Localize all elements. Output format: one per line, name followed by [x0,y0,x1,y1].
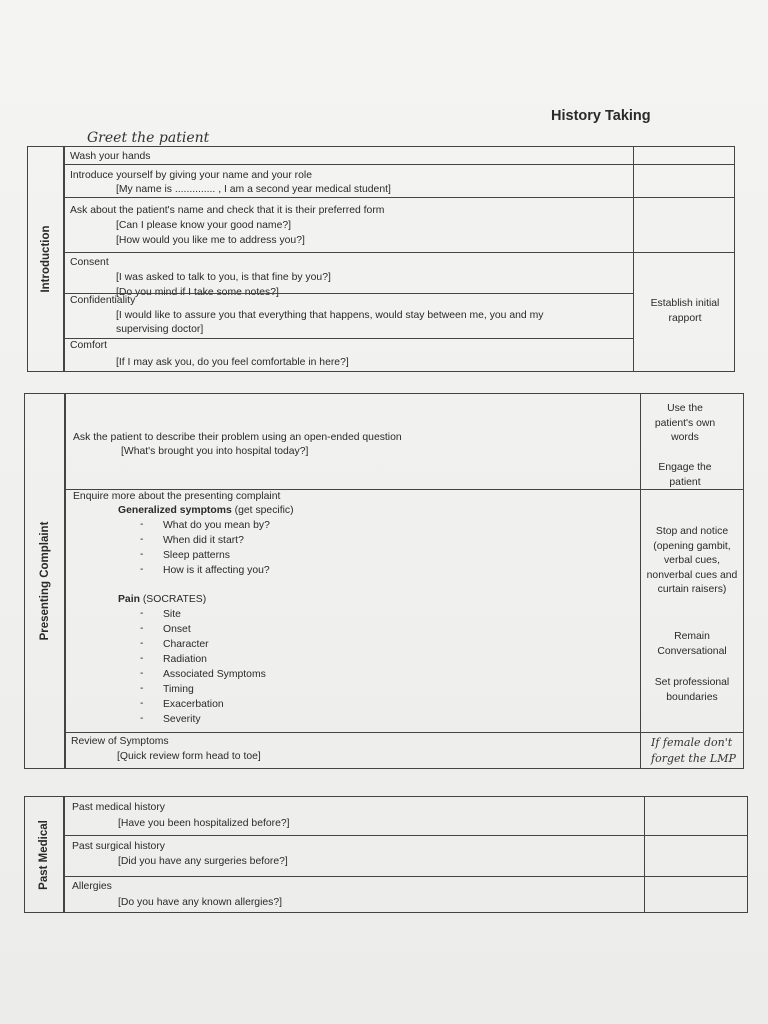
table-row: Wash your hands [70,151,151,162]
stop-and-notice-note: Stop and notice (opening gambit, verbal cues, nonverbal cues and curtain raisers) [646,526,738,595]
establish-rapport-note: Establish initial rapport [650,298,720,324]
confidentiality-prompt: [I would like to assure you that everything that happens, would stay between me, you and my [116,310,544,321]
list-item: How is it affecting you? [163,565,270,576]
past-medical-table [64,796,748,913]
use-own-words-note: Use the patient's own words [654,403,716,443]
confidentiality-prompt-cont: supervising doctor] [116,324,204,335]
table-row: Review of Symptoms [Quick review form head to toe] If female don't forget the LMP [66,732,743,770]
handwritten-lmp-note-line2: forget the LMP [651,752,736,765]
list-item: Character [163,639,209,650]
table-row: Ask about the patient's name and check that it is their preferred form [Can I please know your good name?] [How would you like me to address you?] [65,197,734,252]
table-row: Introduce yourself by giving your name and your role [My name is .............. , I am a second year medical student] [65,164,734,197]
past-medical-section [24,796,748,913]
past-medical-side-label: Past Medical [24,796,64,913]
table-row: Past surgical history [Did you have any surgeries before?] [65,835,747,876]
presenting-complaint-side-label: Presenting Complaint [24,393,65,769]
comfort-prompt: [If I may ask you, do you feel comfortable in here?] [116,357,349,368]
professional-boundaries-note: Set professional boundaries [654,677,730,703]
introduction-table [64,146,735,372]
confidentiality-label: Confidentiality [70,295,136,306]
list-item: Exacerbation [163,699,224,710]
list-item: Radiation [163,654,207,665]
introduction-side-label: Introduction [27,146,64,372]
list-item: Timing [163,684,194,695]
list-item: Sleep patterns [163,550,231,561]
table-row: Allergies [Do you have any known allergies?] [65,876,747,914]
presenting-complaint-table [65,393,744,769]
list-item: Onset [163,624,191,635]
remain-conversational-note: Remain Conversational [657,631,727,657]
table-row: Consent [I was asked to talk to you, is that fine by you?] [Do you mind if I take some notes?] [65,252,734,373]
introduction-section [27,146,735,372]
list-item: Severity [163,714,201,725]
list-item: Associated Symptoms [163,669,266,680]
table-row: Past medical history [Have you been hospitalized before?] [72,802,290,829]
table-row: Ask the patient to describe their problem using an open-ended question [What's brought you into hospital today?] Use the patient's own words Engage the patient [66,394,743,489]
table-row: Enquire more about the presenting complaint Generalized symptoms (get specific) - What do you mean by? - When did it start? - Sleep patterns - How is it affecting you? Pain (SOCRATES) - Site - Onset - Character - Radiation - Associated Symptoms - Timing - Exacerbation - Severity Stop and notice (opening gambit, verbal cues, nonverbal cues and curtain raisers) Remain Conversational Set professional boundaries [66,489,743,732]
handwritten-lmp-note: If female don't [651,736,733,749]
presenting-complaint-section [24,393,744,769]
handwritten-greet-note: Greet the patient [87,130,210,146]
list-item: What do you mean by? [163,520,270,531]
page-title: History Taking [551,108,651,124]
engage-patient-note: Engage the patient [658,462,712,488]
list-item: Site [163,609,181,620]
list-item: When did it start? [163,535,244,546]
comfort-label: Comfort [70,340,107,351]
